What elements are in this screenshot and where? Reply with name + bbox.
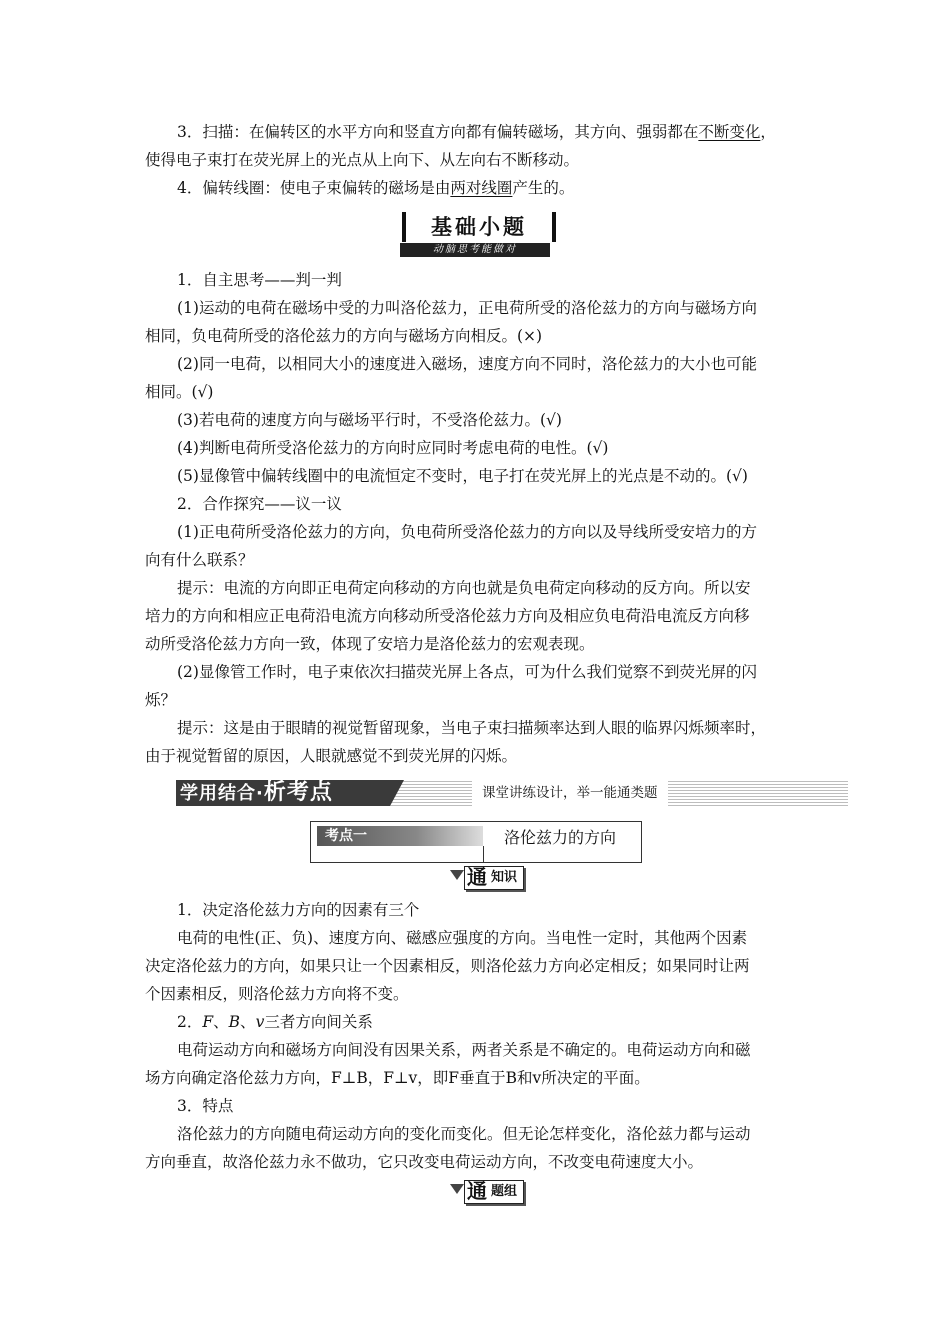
basics-badge-subtitle: 动脑思考能做对 [400, 243, 550, 257]
scan-punct: ， [760, 123, 776, 141]
k3-heading: 3．特点 [177, 1097, 234, 1115]
q2-answer1-line3: 动所受洛伦兹力方向一致，体现了安培力是洛伦兹力的宏观表现。 [145, 635, 595, 653]
banner-title [176, 780, 390, 806]
q1-item5: (5)显像管中偏转线圈中的电流恒定不变时，电子打在荧光屏上的光点是不动的。(√) [177, 467, 748, 485]
kaodian-box [310, 821, 642, 863]
q1-item3: (3)若电荷的速度方向与磁场平行时，不受洛伦兹力。(√) [177, 411, 562, 429]
scan-text: 3．扫描：在偏转区的水平方向和竖直方向都有偏转磁场，其方向、强弱都在 [177, 123, 699, 141]
tong-zhishi-big: 通 [467, 865, 487, 889]
tong-tizu-tab [450, 1180, 524, 1204]
banner-title-a: 学用结合· [180, 783, 264, 804]
k2-heading-text: 三者方向间关系 [264, 1013, 373, 1031]
scan-paragraph-line1 [145, 118, 842, 146]
kaodian-title: 洛伦兹力的方向 [504, 828, 617, 847]
tong-tizu-box [464, 1180, 524, 1204]
k3-line2: 方向垂直，故洛伦兹力永不做功，它只改变电荷运动方向，不改变电荷速度大小。 [145, 1153, 704, 1171]
scan-paragraph-line2: 使得电子束打在荧光屏上的光点从上向下、从左向右不断移动。 [145, 151, 580, 169]
q1-item4: (4)判断电荷所受洛伦兹力的方向时应同时考虑电荷的电性。(√) [177, 439, 609, 457]
basics-badge-title: 基础小题 [402, 212, 556, 242]
q2-item1-line2: 向有什么联系？ [145, 551, 254, 569]
q2-item2-line1: (2)显像管工作时，电子束依次扫描荧光屏上各点，可为什么我们觉察不到荧光屏的闪 [177, 663, 757, 681]
q2-item1-line1: (1)正电荷所受洛伦兹力的方向，负电荷所受洛伦兹力的方向以及导线所受安培力的方 [177, 523, 757, 541]
triangle-down-icon [450, 1184, 464, 1194]
q2-answer2-line2: 由于视觉暂留的原因，人眼就感觉不到荧光屏的闪烁。 [145, 747, 518, 765]
tong-tizu-big: 通 [467, 1179, 487, 1203]
tong-tizu-small: 题组 [491, 1184, 518, 1199]
k2-heading-sep1: 、 [213, 1013, 229, 1031]
q1-heading: 1．自主思考——判一判 [177, 271, 342, 289]
k2-heading-B: B [228, 1013, 241, 1031]
k2-heading-num: 2． [177, 1013, 203, 1031]
coil-paragraph [145, 174, 842, 202]
q2-answer1-line1: 提示：电流的方向即正电荷定向移动的方向也就是负电荷定向移动的反方向。所以安 [177, 579, 751, 597]
k2-heading-F: F [202, 1013, 214, 1031]
triangle-down-icon [450, 870, 464, 880]
coil-text-end: 产生的。 [512, 179, 575, 197]
q2-heading: 2．合作探究——议一议 [177, 495, 342, 513]
k2-line1: 电荷运动方向和磁场方向间没有因果关系，两者关系是不确定的。电荷运动方向和磁 [177, 1041, 751, 1059]
q2-item2-line2: 烁？ [145, 691, 177, 709]
banner-note: 课堂讲练设计，举一能通类题 [472, 780, 668, 806]
coil-text: 4．偏转线圈：使电子束偏转的磁场是由 [177, 179, 451, 197]
basics-badge [396, 212, 554, 258]
kaodian-tag-label: 考点一 [325, 828, 367, 844]
k2-heading [145, 1008, 842, 1036]
q1-item1-line1: (1)运动的电荷在磁场中受的力叫洛伦兹力，正电荷所受的洛伦兹力的方向与磁场方向 [177, 299, 757, 317]
q2-answer2-line1: 提示：这是由于眼睛的视觉暂留现象，当电子束扫描频率达到人眼的临界闪烁频率时， [177, 719, 767, 737]
k1-line1: 电荷的电性(正、负)、速度方向、磁感应强度的方向。当电性一定时，其他两个因素 [177, 929, 748, 947]
scan-underlined-term: 不断变化 [698, 123, 761, 141]
banner-title-b: 析考点 [263, 780, 333, 805]
k1-heading: 1．决定洛伦兹力方向的因素有三个 [177, 901, 420, 919]
q2-answer1-line2: 培力的方向和相应正电荷沿电流方向移动所受洛伦兹力方向及相应负电荷沿电流反方向移 [145, 607, 750, 625]
kaodian-tag [317, 826, 483, 846]
k1-line2: 决定洛伦兹力的方向，如果只让一个因素相反，则洛伦兹力方向必定相反；如果同时让两 [145, 957, 750, 975]
q1-item2-line2: 相同。(√) [145, 383, 214, 401]
tong-zhishi-tab [450, 866, 524, 890]
tong-zhishi-small: 知识 [491, 870, 518, 885]
k2-line2: 场方向确定洛伦兹力方向，F⊥B，F⊥v，即F垂直于B和v所决定的平面。 [145, 1069, 650, 1087]
k3-line1: 洛伦兹力的方向随电荷运动方向的变化而变化。但无论怎样变化，洛伦兹力都与运动 [177, 1125, 751, 1143]
k2-heading-sep2: 、 [240, 1013, 256, 1031]
k2-heading-v: v [255, 1013, 265, 1031]
tong-zhishi-box [464, 866, 524, 890]
coil-underlined-term: 两对线圈 [450, 179, 513, 197]
section-banner [176, 780, 848, 806]
banner-notch [390, 780, 404, 806]
k1-line3: 个因素相反，则洛伦兹力方向将不变。 [145, 985, 409, 1003]
q1-item2-line1: (2)同一电荷，以相同大小的速度进入磁场，速度方向不同时，洛伦兹力的大小也可能 [177, 355, 757, 373]
kaodian-stem [483, 846, 484, 862]
q1-item1-line2: 相同，负电荷所受的洛伦兹力的方向与磁场方向相反。(×) [145, 327, 543, 345]
